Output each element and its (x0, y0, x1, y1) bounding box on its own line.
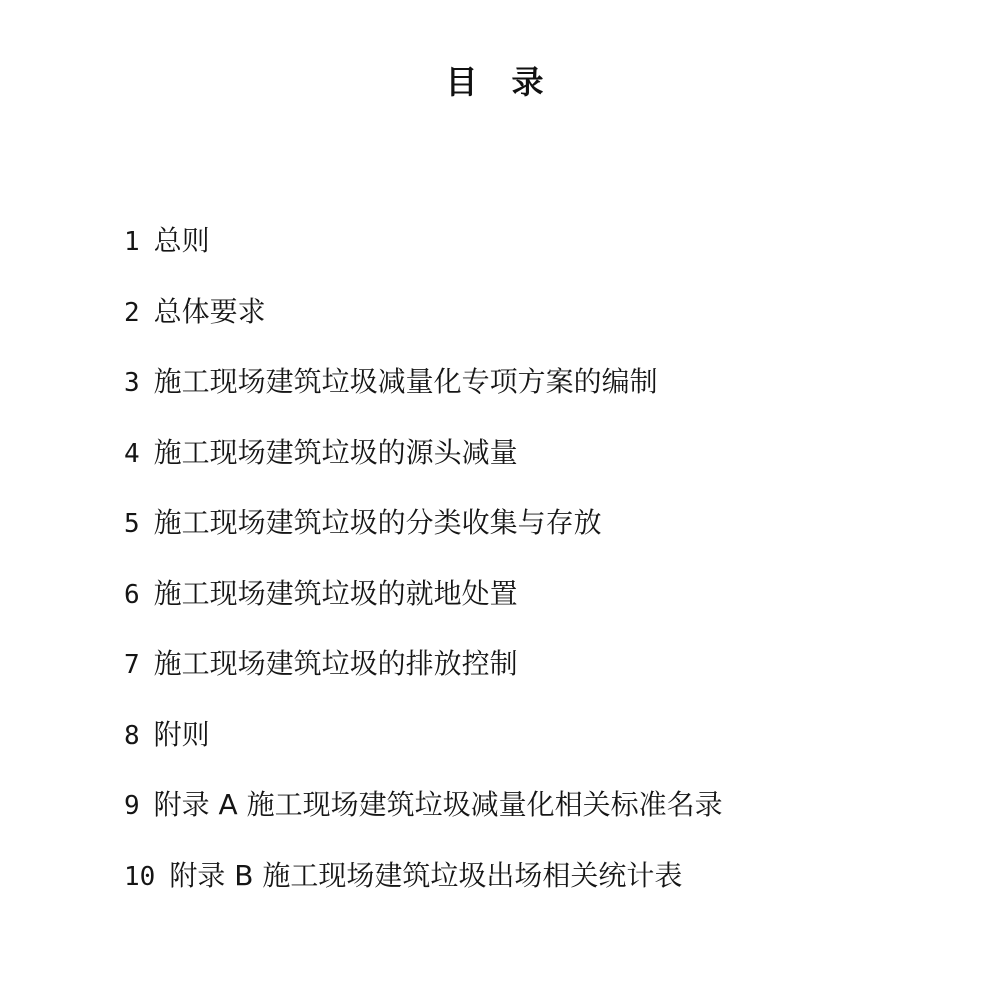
toc-entry-number: 6 (124, 579, 140, 610)
toc-entry-8 (124, 712, 723, 783)
toc-entry-text: 施工现场建筑垃圾的源头减量 (153, 435, 518, 469)
toc-entry-number: 1 (124, 227, 140, 257)
toc-entry-5 (124, 500, 723, 571)
toc-entry-number: 5 (124, 509, 140, 539)
toc-entry-text: 施工现场建筑垃圾的就地处置 (153, 576, 518, 610)
title-part-1: 目 (445, 63, 478, 101)
title-part-2: 录 (511, 63, 544, 101)
page-title (0, 60, 989, 104)
toc-entry-number: 2 (124, 297, 140, 328)
toc-entry-text: 施工现场建筑垃圾的分类收集与存放 (153, 506, 602, 539)
table-of-contents (124, 218, 723, 923)
toc-entry-text: 附录 A 施工现场建筑垃圾减量化相关标准名录 (153, 788, 723, 821)
toc-entry-6 (124, 571, 723, 642)
toc-entry-10 (124, 853, 723, 924)
toc-entry-number: 9 (124, 791, 140, 821)
toc-entry-text: 施工现场建筑垃圾减量化专项方案的编制 (153, 365, 658, 398)
toc-entry-9 (124, 782, 723, 853)
toc-entry-7 (124, 641, 723, 712)
toc-entry-text: 施工现场建筑垃圾的排放控制 (153, 647, 518, 680)
toc-entry-text: 总体要求 (153, 294, 266, 328)
toc-entry-text: 附录 B 施工现场建筑垃圾出场相关统计表 (169, 858, 683, 892)
toc-entry-3 (124, 359, 723, 430)
toc-entry-2 (124, 289, 723, 360)
toc-entry-4 (124, 430, 723, 501)
toc-entry-number: 4 (124, 438, 140, 469)
toc-entry-number: 8 (124, 720, 140, 751)
toc-entry-number: 7 (124, 650, 140, 680)
toc-entry-number: 10 (124, 861, 156, 892)
toc-entry-text: 总则 (153, 224, 210, 257)
toc-entry-text: 附则 (153, 717, 210, 751)
toc-entry-1 (124, 218, 723, 289)
toc-entry-number: 3 (124, 368, 140, 398)
